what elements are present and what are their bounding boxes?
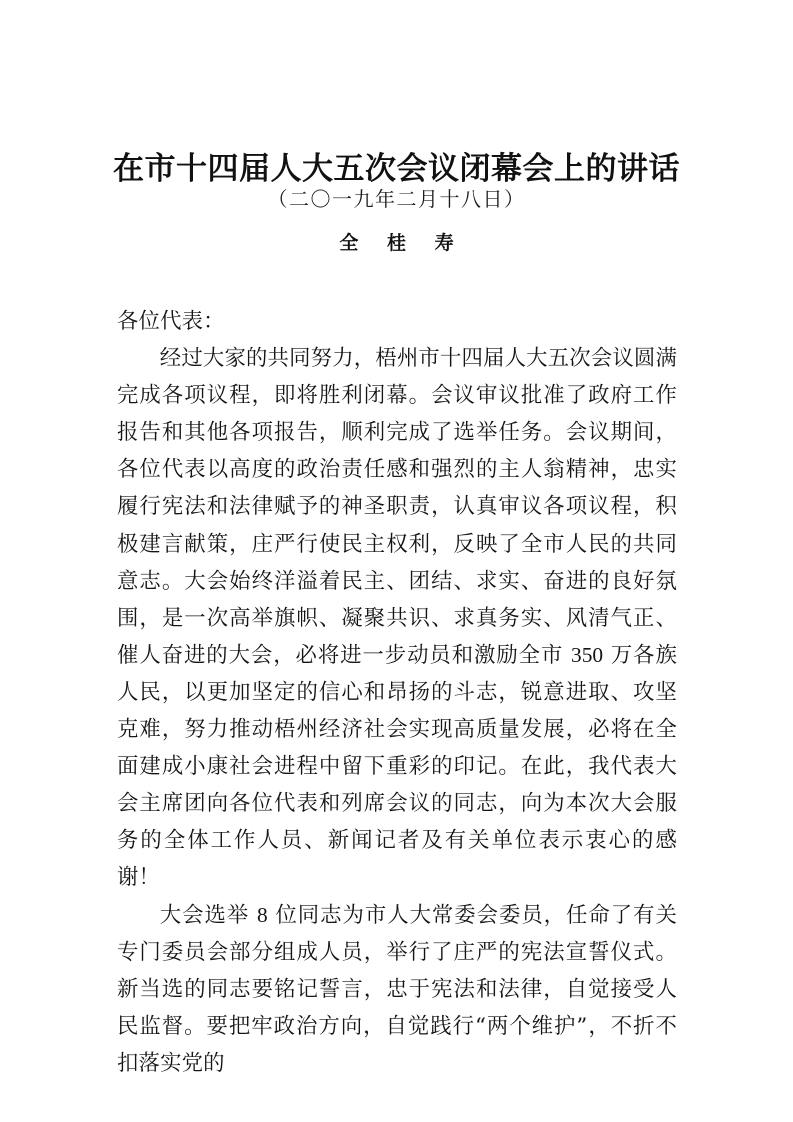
document-author: 全 桂 寿 xyxy=(339,232,465,254)
inline-number: 8 xyxy=(256,902,268,927)
body-paragraph: 大会选举 8 位同志为市人大常委会委员，任命了有关专门委员会部分组成人员，举行了庄严的宪法宣誓仪式。新当选的同志要铭记誓言，忠于宪法和法律，自觉接受人民监督。要把牢政治方向，自觉践行“两个维护”，不折不扣落实党的 xyxy=(117,902,677,1076)
document-date: （二〇一九年二月十八日） xyxy=(267,187,526,211)
salutation: 各位代表： xyxy=(117,309,225,334)
body-paragraph: 经过大家的共同努力，梧州市十四届人大五次会议圆满完成各项议程，即将胜利闭幕。会议审议批准了政府工作报告和其他各项报告，顺利完成了选举任务。会议期间，各位代表以高度的政治责任感和强烈的主人翁精神，忠实履行宪法和法律赋予的神圣职责，认真审议各项议程，积极建言献策，庄严行使民主权利，反映了全市人民的共同意志。大会始终洋溢着民主、团结、求实、奋进的良好氛围，是一次高举旗帜、凝聚共识、求真务实、风清气正、催人奋进的大会，必将进一步动员和激励全市 350 万各族人民，以更加坚定的信心和昂扬的斗志，锐意进取、攻坚克难，努力推动梧州经济社会实现高质量发展，必将在全面建成小康社会进程中留下重彩的印记。在此，我代表大会主席团向各位代表和列席会议的同志，向为本次大会服务的全体工作人员、新闻记者及有关单位表示衷心的感谢！ xyxy=(117,346,678,891)
inline-number: 350 xyxy=(571,642,604,667)
page-title: 在市十四届人大五次会议闭幕会上的讲话 xyxy=(113,150,680,187)
document-body xyxy=(117,303,677,1082)
